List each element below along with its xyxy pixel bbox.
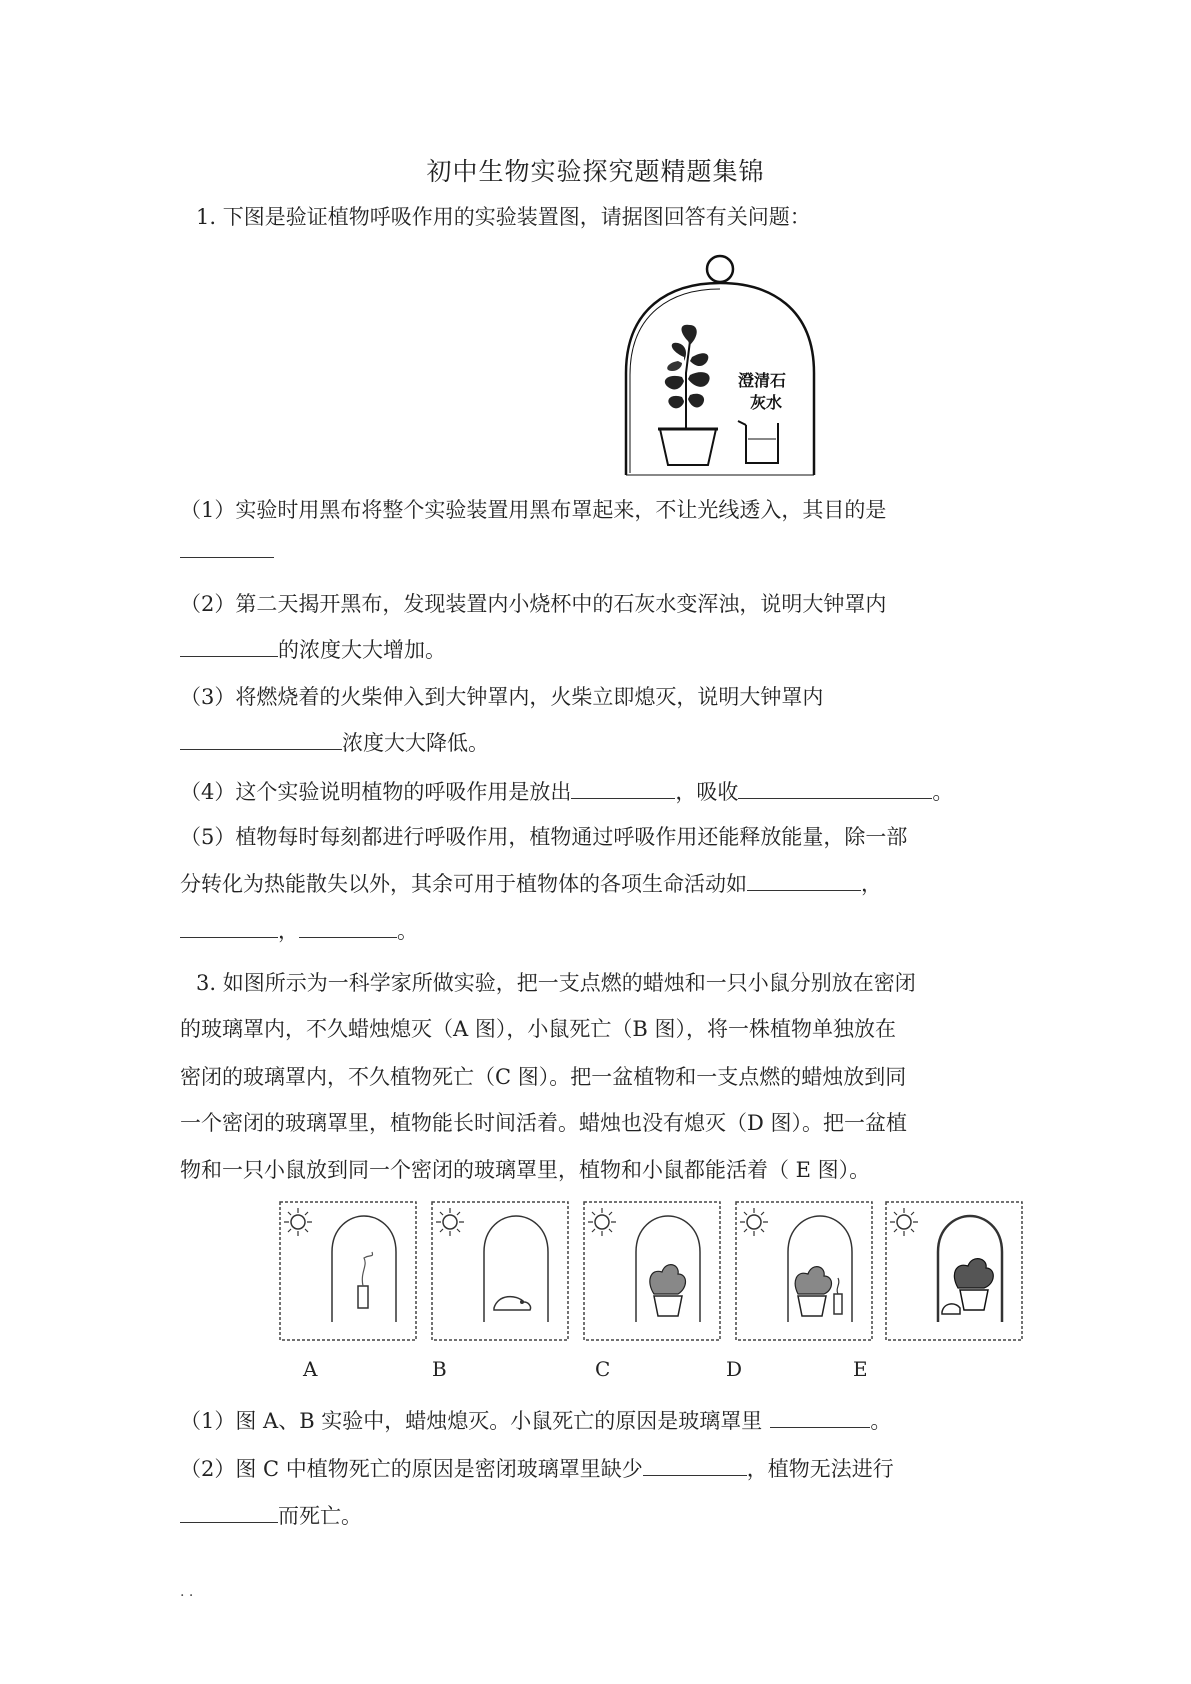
q3-sub2-mid: ，植物无法进行 [746,1457,894,1481]
figure-caption-e: E [853,1357,868,1381]
q1-part5-text: （5）植物每时每刻都进行呼吸作用，植物通过呼吸作用还能释放能量，除一部 [180,825,908,849]
q1-part5-cont2 [180,916,418,946]
q3-sub1-text: （1）图 A、B 实验中，蜡烛熄灭。小鼠死亡的原因是玻璃罩里 [180,1409,763,1433]
q1-part3-tail: 浓度大大降低。 [342,731,489,755]
q1-part5-comma: ， [861,872,882,896]
q1-part5-period: 。 [397,919,418,943]
answer-blank[interactable] [747,872,861,891]
q3-line-1: 3. 如图所示为一科学家所做实验，把一支点燃的蜡烛和一只小鼠分别放在密闭 [196,971,916,995]
q3-line-4: 一个密闭的玻璃罩里，植物能长时间活着。蜡烛也没有熄灭（D 图）。把一盆植 [180,1111,908,1135]
panel-b [432,1202,568,1340]
figure-caption-c: C [595,1357,611,1381]
q1-part3-text: （3）将燃烧着的火柴伸入到大钟罩内，火柴立即熄灭，说明大钟罩内 [180,685,824,709]
q3-sub2-text: （2）图 C 中植物死亡的原因是密闭玻璃罩里缺少 [180,1457,643,1481]
q3-line-2: 的玻璃罩内，不久蜡烛熄灭（A 图），小鼠死亡（B 图），将一株植物单独放在 [180,1017,896,1041]
q1-part2-cont [180,635,446,665]
q1-part5-comma2: ， [278,919,299,943]
q1-part1 [180,495,886,525]
q1-part1-answer-line [180,536,274,566]
figure-caption-a: A [303,1357,318,1381]
q3-sub1 [180,1406,891,1436]
answer-blank[interactable] [643,1457,747,1476]
panel-a [280,1202,416,1340]
q3-sub1-end: 。 [870,1409,892,1433]
page-title: 初中生物实验探究题精题集锦 [426,157,765,186]
page-footer-dots: . . [180,1584,194,1600]
q3-sub2-cont [180,1501,362,1531]
figure-label-limewater-1: 澄清石 [737,371,787,390]
q1-part2 [180,589,886,619]
q1-part5 [180,822,907,852]
panel-e [886,1202,1022,1340]
five-bell-jar-experiment-figure [272,1192,1030,1344]
q3-sub2 [180,1454,894,1484]
q3-line-3: 密闭的玻璃罩内，不久植物死亡（C 图）。把一盆植物和一支点燃的蜡烛放到同 [180,1065,907,1089]
q1-part2-tail: 的浓度大大增加。 [278,638,446,662]
q1-stem: 1. 下图是验证植物呼吸作用的实验装置图，请据图回答有关问题： [196,205,811,229]
answer-blank[interactable] [770,1409,870,1428]
q1-part3-cont [180,728,489,758]
bell-jar-respiration-figure [620,253,840,479]
figure-caption-b: B [432,1357,447,1381]
answer-blank[interactable] [738,780,932,799]
answer-blank[interactable] [571,780,675,799]
answer-blank[interactable] [180,638,278,657]
answer-blank[interactable] [180,731,342,750]
q1-part4-text: （4）这个实验说明植物的呼吸作用是放出 [180,780,572,804]
panel-c [584,1202,720,1340]
figure-caption-d: D [726,1357,743,1381]
q1-part4 [180,777,953,807]
q3-sub2-tail: 而死亡。 [278,1504,362,1528]
q1-part2-text: （2）第二天揭开黑布，发现装置内小烧杯中的石灰水变浑浊，说明大钟罩内 [180,592,887,616]
answer-blank[interactable] [299,919,397,938]
q1-part5-text2: 分转化为热能散失以外，其余可用于植物体的各项生命活动如 [180,872,747,896]
q1-part4-mid: ，吸收 [675,780,739,804]
q1-part1-text: （1）实验时用黑布将整个实验装置用黑布罩起来，不让光线透入，其目的是 [180,498,887,522]
figure-label-limewater-2: 灰水 [749,393,783,412]
answer-blank[interactable] [180,919,278,938]
answer-blank[interactable] [180,1504,278,1523]
q3-line-5: 物和一只小鼠放到同一个密闭的玻璃罩里，植物和小鼠都能活着（ E 图）。 [180,1158,871,1182]
panel-d [736,1202,872,1340]
q1-part5-cont [180,869,882,899]
answer-blank[interactable] [180,539,274,558]
q1-part4-end: 。 [932,780,954,804]
q1-part3 [180,682,823,712]
